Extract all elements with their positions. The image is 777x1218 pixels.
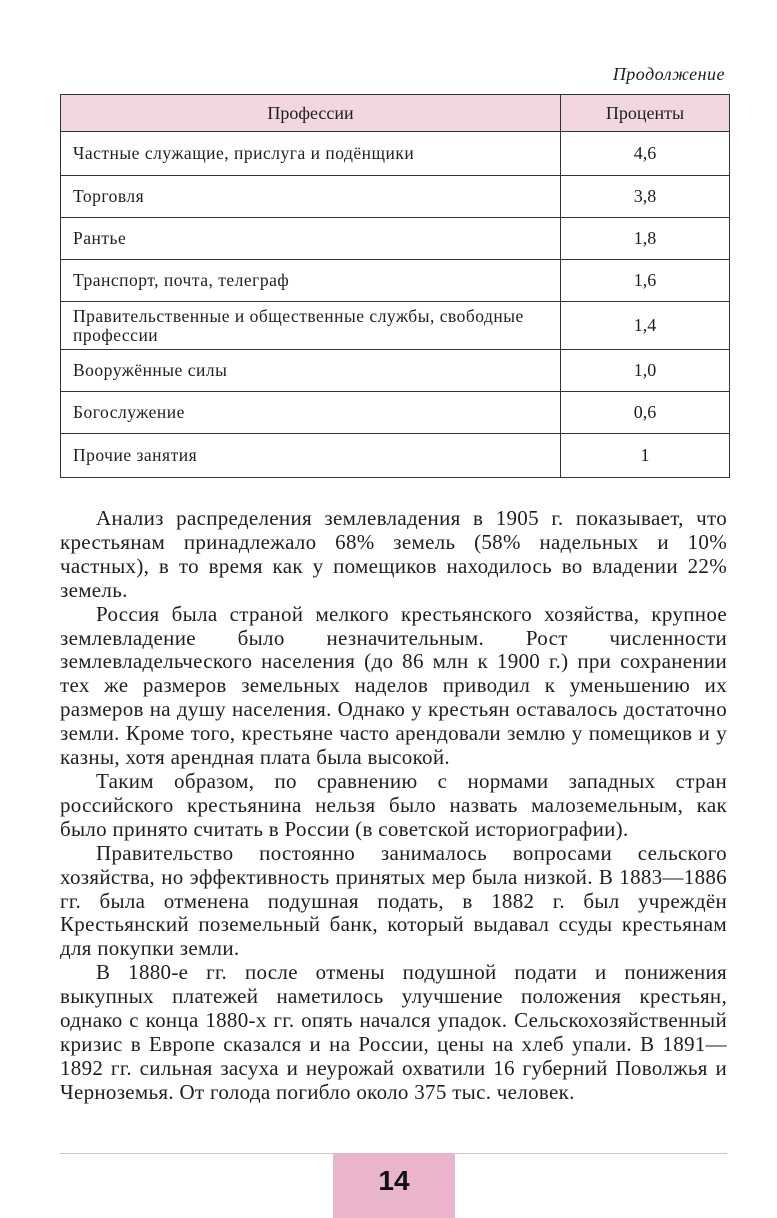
profession-name: Рантье	[61, 218, 561, 260]
paragraph: Россия была страной мелкого крестьянского хозяйства, крупное землевладение было незначительным. Рост численности землевладельческого населения (до 86 млн к 1900 г.) при сохранении тех же размеров земельных наделов приводил к уменьшению их размеров на душу населения. Однако у крестьян оставалось достаточно земли. Кроме того, крестьяне часто арендовали землю у помещиков и у казны, хотя арендная плата была высокой.	[60, 601, 727, 770]
paragraph: Правительство постоянно занималось вопросами сельского хозяйства, но эффективность принятых мер была низкой. В 1883—1886 гг. была отменена подушная подать, в 1882 г. был учреждён Крестьянский поземельный банк, который выдавал ссуды крестьянам для покупки земли.	[60, 840, 727, 961]
profession-name: Торговля	[61, 176, 561, 218]
table-row	[61, 392, 730, 434]
table-row	[61, 260, 730, 302]
table-row	[61, 132, 730, 176]
profession-name: Вооружённые силы	[61, 350, 561, 392]
profession-name: Частные служащие, прислуга и подёнщики	[61, 132, 561, 176]
header-professions: Профессии	[61, 95, 561, 132]
profession-percent: 1,6	[561, 260, 730, 302]
continuation-label: Продолжение	[612, 64, 725, 84]
profession-percent: 3,8	[561, 176, 730, 218]
table-header-row	[61, 95, 730, 132]
paragraph: В 1880-е гг. после отмены подушной подати и понижения выкупных платежей наметилось улучшение положения крестьян, однако с конца 1880-х гг. опять начался упадок. Сельскохозяйственный кризис в Европе сказался и на России, цены на хлеб упали. В 1891—1892 гг. сильная засуха и неурожай охватили 16 губерний Поволжья и Черноземья. От голода погибло около 375 тыс. человек.	[60, 960, 727, 1104]
professions-table	[60, 94, 730, 478]
profession-percent: 4,6	[561, 132, 730, 176]
profession-name: Прочие занятия	[61, 434, 561, 478]
profession-name: Правительственные и общественные службы, свободные профессии	[61, 302, 561, 350]
table-row	[61, 350, 730, 392]
paragraph: Анализ распределения землевладения в 1905 г. показывает, что крестьянам принадлежало 68% земель (58% надельных и 10% частных), в то время как у помещиков находилось во владении 22% земель.	[60, 506, 727, 602]
table-row	[61, 218, 730, 260]
body-text	[60, 507, 727, 1105]
profession-percent: 1	[561, 434, 730, 478]
profession-name: Транспорт, почта, телеграф	[61, 260, 561, 302]
table-row	[61, 302, 730, 350]
header-percent: Проценты	[561, 95, 730, 132]
profession-percent: 1,0	[561, 350, 730, 392]
page-number: 14	[378, 1165, 410, 1196]
profession-percent: 0,6	[561, 392, 730, 434]
table-row	[61, 176, 730, 218]
profession-percent: 1,4	[561, 302, 730, 350]
table-row	[61, 434, 730, 478]
paragraph: Таким образом, по сравнению с нормами западных стран российского крестьянина нельзя было назвать малоземельным, как было принято считать в России (в советской историографии).	[60, 768, 727, 841]
profession-percent: 1,8	[561, 218, 730, 260]
profession-name: Богослужение	[61, 392, 561, 434]
